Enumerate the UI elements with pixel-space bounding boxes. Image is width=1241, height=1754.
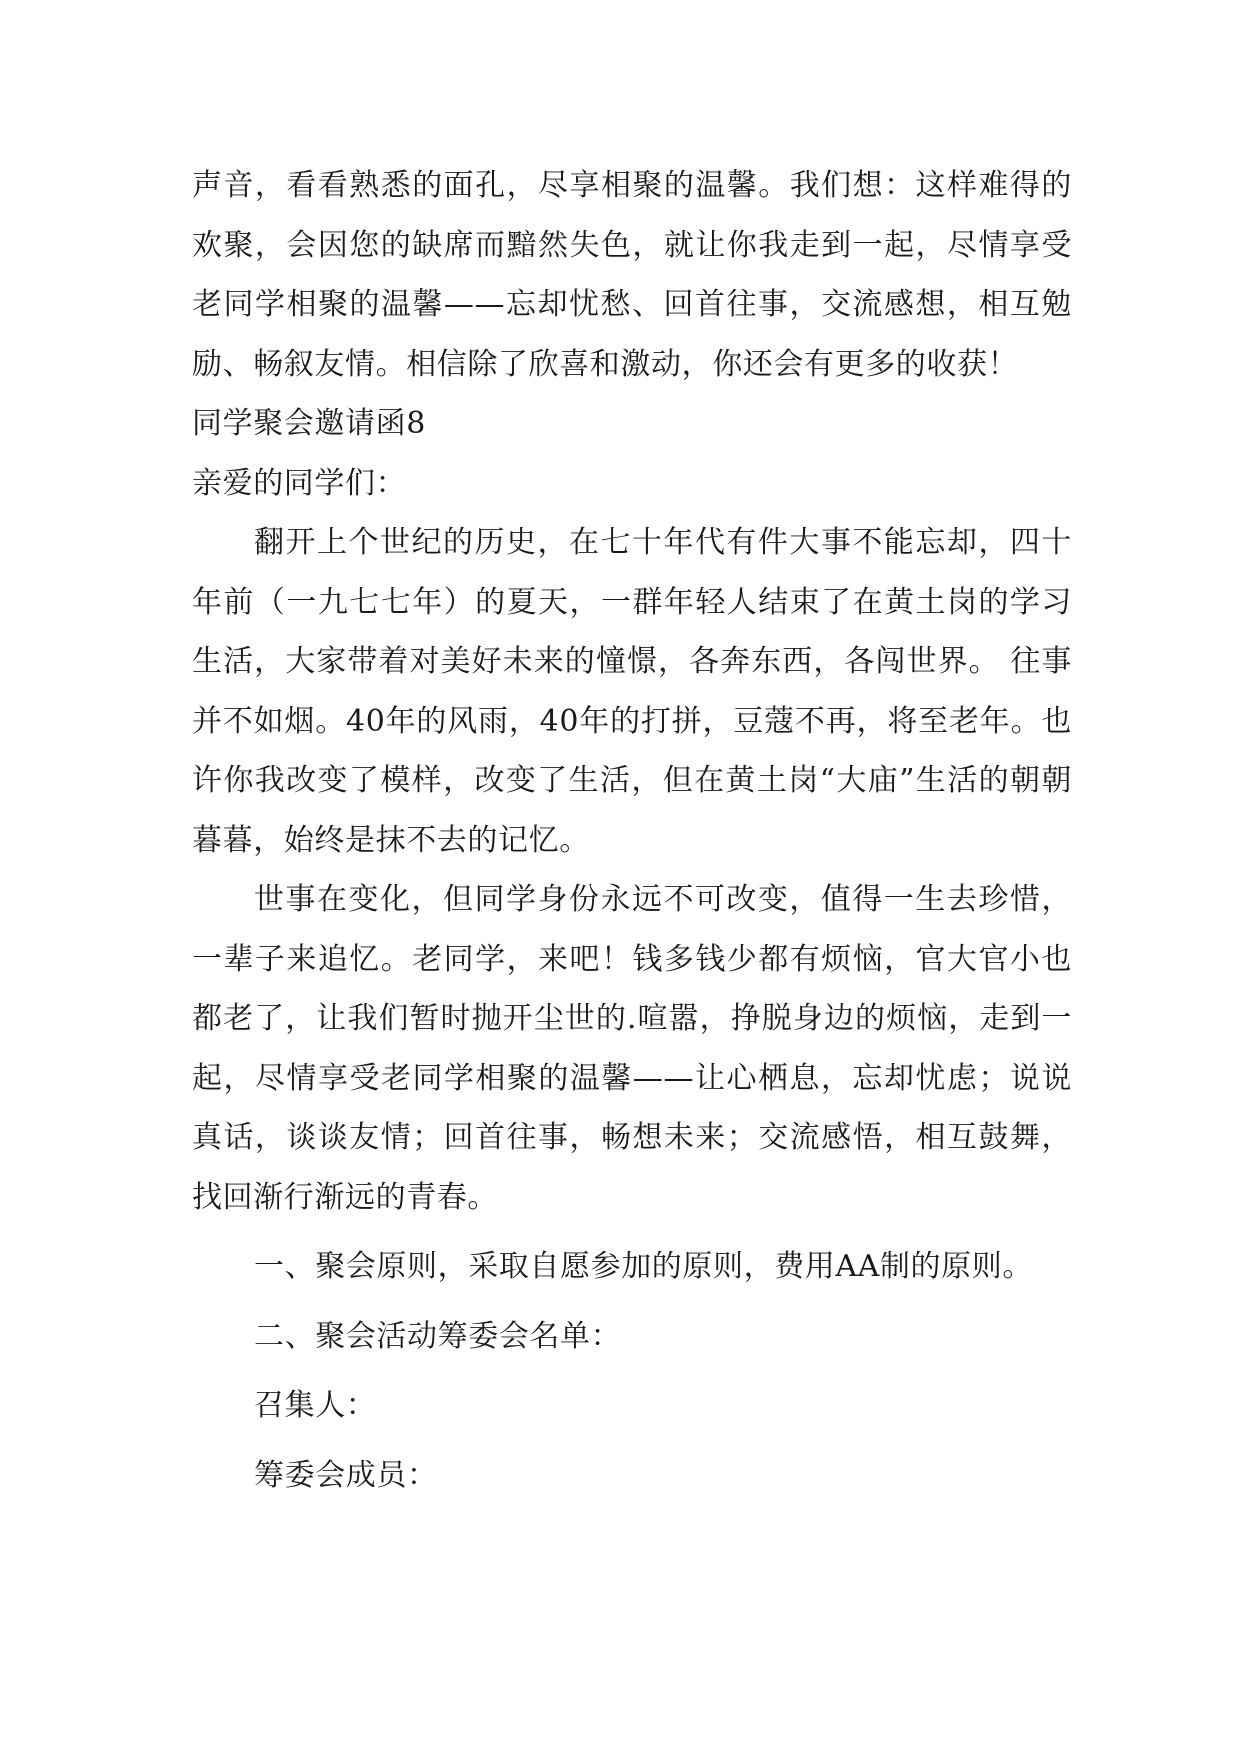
body-paragraph-1: 翻开上个世纪的历史，在七十年代有件大事不能忘却，四十年前（一九七七年）的夏天，一群年轻人结束了在黄土岗的学习生活，大家带着对美好未来的憧憬，各奔东西，各闯世界。 往事并不如烟。40年的风雨，40年的打拼，豆蔻不再，将至老年。也许你我改变了模样，改变了生活，但在黄土岗“大庙”生活的朝朝暮暮，始终是抹不去的记忆。 xyxy=(192,525,1072,858)
continuation-paragraph: 声音，看看熟悉的面孔，尽享相聚的温馨。我们想：这样难得的欢聚，会因您的缺席而黯然失色，就让你我走到一起，尽情享受老同学相聚的温馨——忘却忧愁、回首往事，交流感想，相互勉励、畅叙友情。相信除了欣喜和激动，你还会有更多的收获！ xyxy=(192,168,1072,382)
section-title: 同学聚会邀请函8 xyxy=(192,406,426,441)
body-paragraph-2: 世事在变化，但同学身份永远不可改变，值得一生去珍惜，一辈子来追忆。老同学，来吧！钱多钱少都有烦恼，官大官小也都老了，让我们暂时抛开尘世的.喧嚣，挣脱身边的烦恼，走到一起，尽情享受老同学相聚的温馨——让心栖息，忘却忧虑；说说真话，谈谈友情；回首往事，畅想未来；交流感悟，相互鼓舞，找回渐行渐远的青春。 xyxy=(192,882,1072,1215)
convener-line: 召集人： xyxy=(254,1388,377,1423)
committee-members-line: 筹委会成员： xyxy=(254,1457,438,1493)
document-body xyxy=(192,156,1072,1505)
item-committee-list: 二、聚会活动筹委会名单： xyxy=(254,1318,622,1354)
item-principle: 一、聚会原则，采取自愿参加的原则，费用AA制的原则。 xyxy=(254,1249,1033,1284)
salutation: 亲爱的同学们： xyxy=(192,465,407,501)
